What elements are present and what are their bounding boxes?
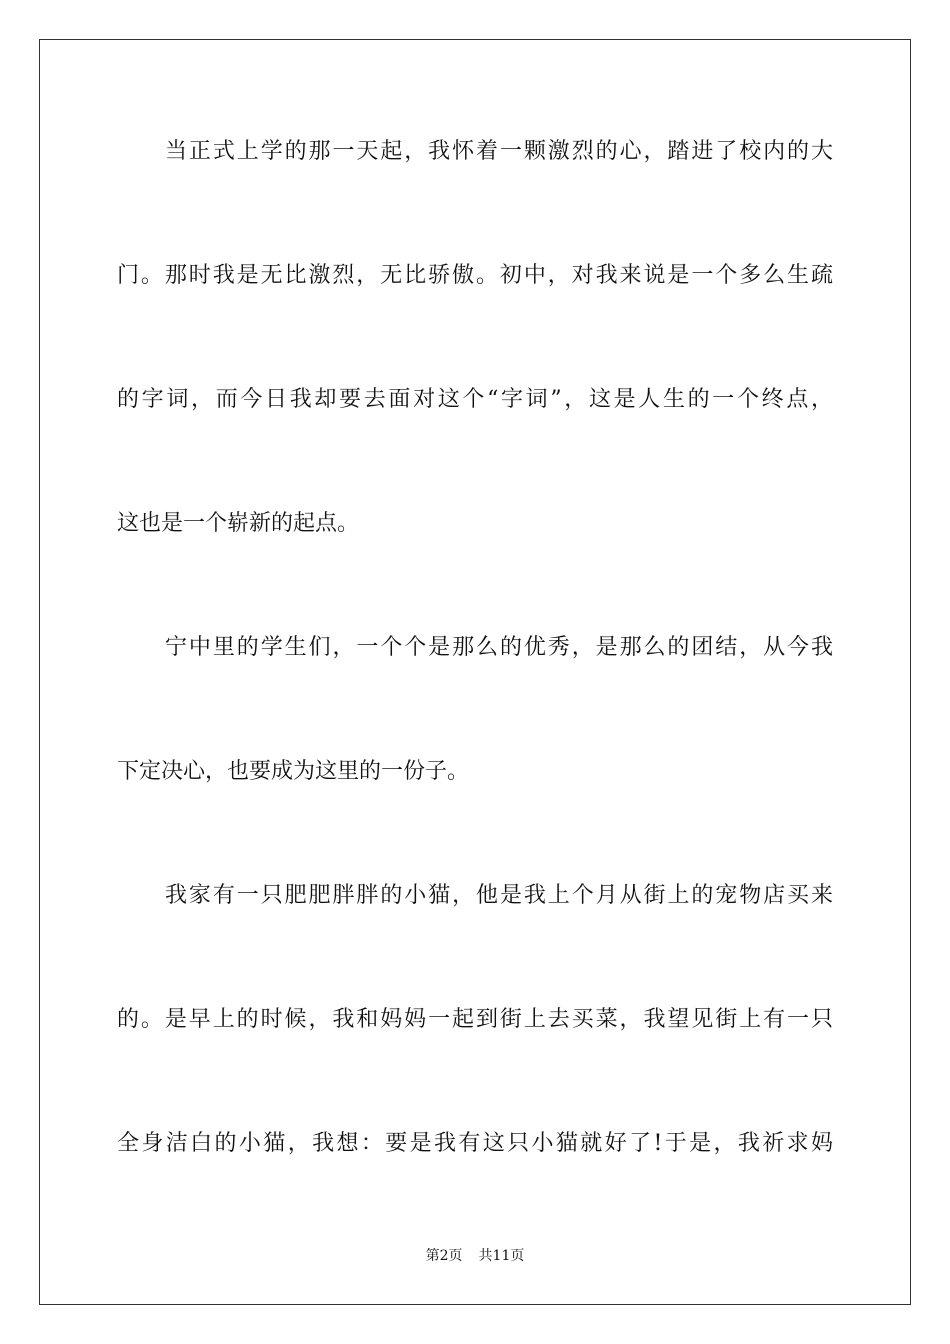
paragraph-line: 下定决心，也要成为这里的一份子。 <box>117 759 470 784</box>
paragraph-line: 当正式上学的那一天起，我怀着一颗激烈的心，踏进了校内的大 <box>165 139 833 164</box>
paragraph-line: 全身洁白的小猫，我想：要是我有这只小猫就好了!于是，我祈求妈 <box>117 1131 833 1156</box>
paragraph-line: 门。那时我是无比激烈，无比骄傲。初中，对我来说是一个多么生疏 <box>117 263 833 288</box>
paragraph-line: 宁中里的学生们，一个个是那么的优秀，是那么的团结，从今我 <box>165 635 833 660</box>
paragraph-line: 我家有一只肥肥胖胖的小猫，他是我上个月从街上的宠物店买来 <box>165 883 833 908</box>
page-total: 共11页 <box>478 1248 525 1264</box>
paragraph-line: 的。是早上的时候，我和妈妈一起到街上去买菜，我望见街上有一只 <box>117 1007 833 1032</box>
page-footer <box>0 1246 950 1266</box>
paragraph-line: 这也是一个崭新的起点。 <box>117 511 360 536</box>
page-border <box>39 39 911 1305</box>
paragraph-line: 的字词，而今日我却要去面对这个“字词”，这是人生的一个终点， <box>117 387 833 412</box>
page-number: 第2页 <box>425 1248 463 1264</box>
